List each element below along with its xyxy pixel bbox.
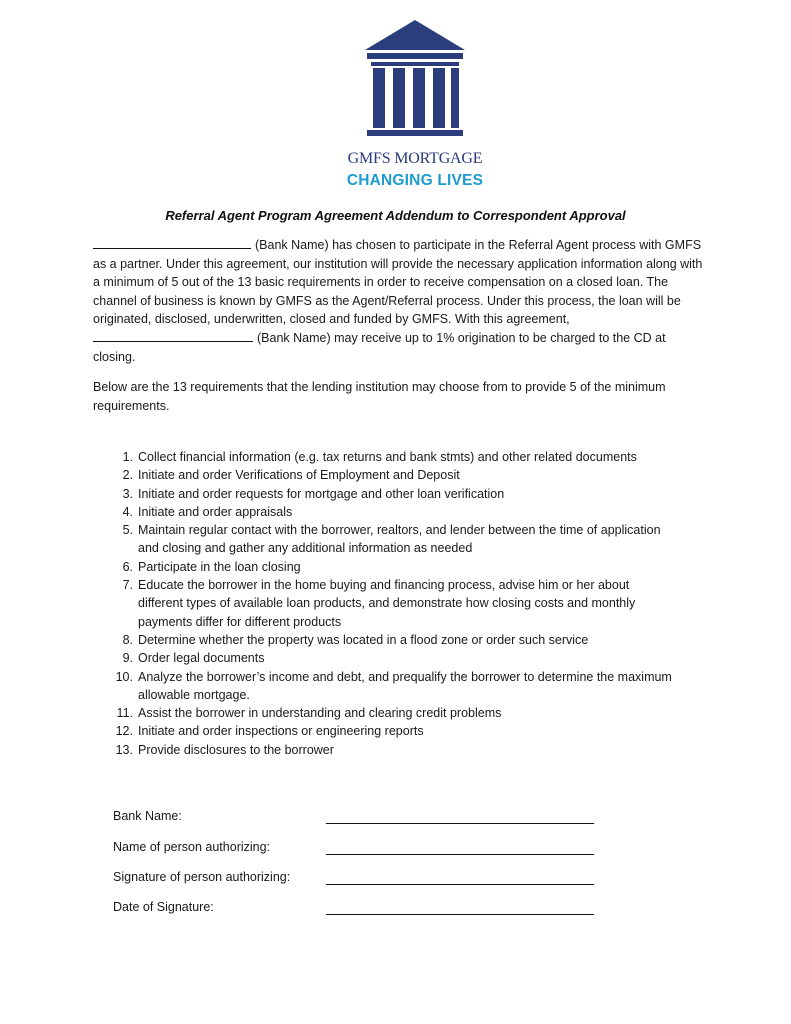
authorizer-name-label: Name of person authorizing:	[113, 840, 271, 854]
list-item	[113, 668, 673, 705]
list-item-text: Provide disclosures to the borrower	[138, 742, 334, 757]
list-item-text: Initiate and order requests for mortgage and other loan verification	[138, 486, 505, 501]
list-item-number: 10.	[115, 669, 133, 684]
list-item-text: Order legal documents	[138, 651, 265, 666]
document-title: Referral Agent Program Agreement Addendum to Correspondent Approval	[165, 208, 626, 223]
signature-row	[113, 870, 603, 890]
list-item-number: 13.	[115, 742, 133, 757]
list-item-number: 1.	[122, 450, 133, 464]
paragraph1-part2: (Bank Name) may receive up to 1% origination to be charged to the CD at closing.	[93, 330, 666, 364]
signature-line[interactable]	[326, 884, 594, 885]
list-item-text: Initiate and order inspections or engineering reports	[138, 724, 424, 739]
list-item	[113, 521, 673, 558]
signature-label: Signature of person authorizing:	[113, 870, 291, 884]
list-item	[113, 485, 673, 503]
list-item-number: 9.	[122, 651, 133, 666]
list-item	[113, 503, 673, 521]
list-item-text: Educate the borrower in the home buying and financing process, advise him or her about different types of available loan products, and demonstrate how closing costs and monthly payments differ for different products	[138, 578, 636, 629]
list-item-number: 12.	[115, 724, 133, 739]
authorizer-name-row	[113, 840, 603, 860]
bank-name-label: Bank Name:	[113, 809, 182, 823]
list-item-text: Initiate and order appraisals	[138, 504, 293, 519]
paragraph1-part1: (Bank Name) has chosen to participate in the Referral Agent process with GMFS as a partner. Under this agreement, our institution will provide the necessary application information along with a minimum of 5 out of the 13 basic requirements in order to receive compensation on a closed loan. The channel of business is known by GMFS as the Agent/Referral process. Under this process, the loan will be originated, disclosed, underwritten, closed and funded by GMFS. With this agreement,	[93, 238, 703, 327]
list-item	[113, 448, 673, 466]
brand-name: GMFS MORTGAGE	[347, 150, 483, 167]
list-item-number: 2.	[122, 468, 133, 483]
list-item-text: Initiate and order Verifications of Employment and Deposit	[138, 468, 460, 483]
requirements-intro: Below are the 13 requirements that the lending institution may choose from to provide 5 of the minimum requirements.	[93, 380, 666, 413]
list-item-text: Determine whether the property was located in a flood zone or order such service	[138, 632, 589, 647]
bank-building-icon	[363, 20, 467, 140]
list-item-number: 11.	[116, 706, 133, 721]
list-item	[113, 631, 673, 649]
list-item-number: 7.	[122, 578, 133, 593]
list-item	[113, 466, 673, 484]
list-item	[113, 722, 673, 740]
list-item	[113, 558, 673, 576]
list-item-number: 5.	[122, 523, 133, 538]
list-item-text: Analyze the borrower’s income and debt, and prequalify the borrower to determine the maximum allowable mortgage.	[138, 669, 672, 702]
agreement-paragraph	[93, 236, 703, 366]
brand-tagline: CHANGING LIVES	[346, 172, 484, 189]
signature-date-label: Date of Signature:	[113, 900, 214, 914]
list-item	[113, 741, 673, 759]
list-item-number: 4.	[122, 504, 133, 519]
list-item	[113, 576, 673, 631]
list-item-text: Assist the borrower in understanding and clearing credit problems	[138, 706, 502, 721]
list-item-text: Maintain regular contact with the borrower, realtors, and lender between the time of application and closing and gather any additional information as needed	[138, 523, 661, 556]
list-item	[113, 649, 673, 667]
signature-date-row	[113, 900, 603, 920]
bank-name-row	[113, 809, 603, 829]
list-item-number: 3.	[122, 486, 133, 501]
bank-name-blank-2[interactable]	[93, 329, 253, 342]
signature-date-line[interactable]	[326, 914, 594, 915]
authorizer-name-line[interactable]	[326, 854, 594, 855]
list-item	[113, 704, 673, 722]
list-item-text: Collect financial information (e.g. tax returns and bank stmts) and other related documents	[138, 450, 637, 464]
bank-name-blank[interactable]	[93, 236, 251, 249]
list-item-text: Participate in the loan closing	[138, 559, 301, 574]
gmfs-logo	[345, 20, 485, 195]
list-item-number: 6.	[122, 559, 133, 574]
bank-name-line[interactable]	[326, 823, 594, 824]
requirements-list	[113, 448, 673, 759]
list-item-number: 8.	[122, 632, 133, 647]
